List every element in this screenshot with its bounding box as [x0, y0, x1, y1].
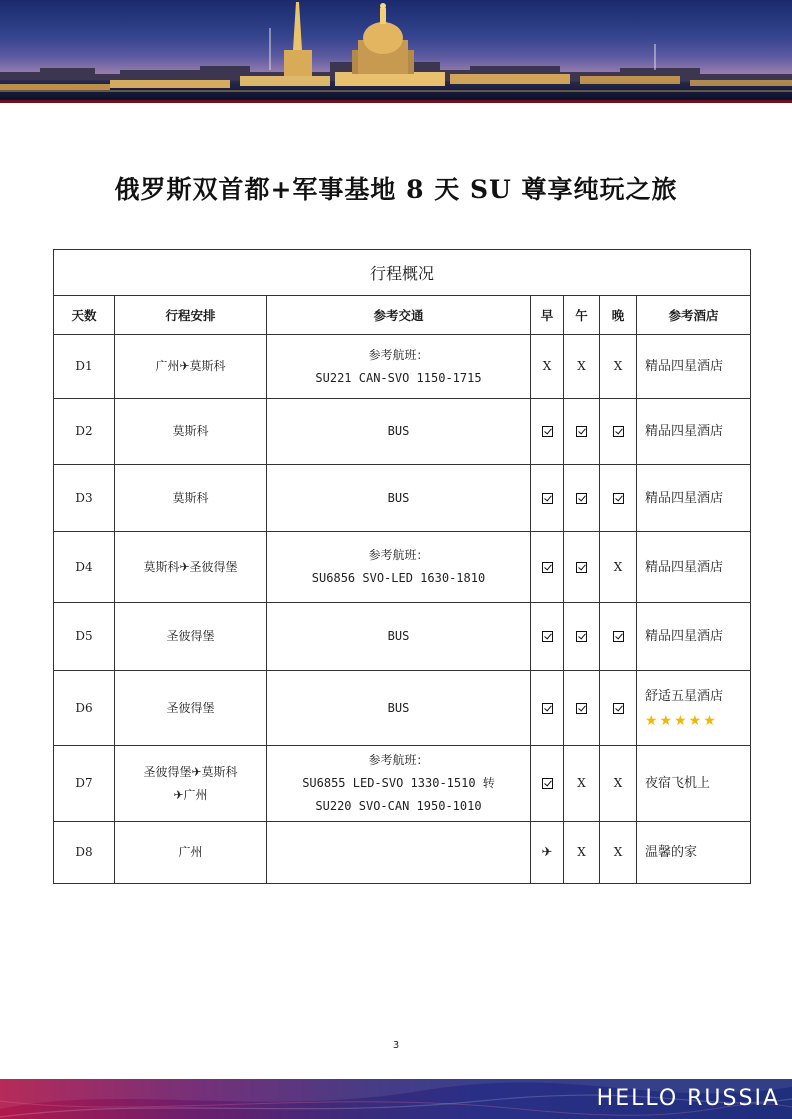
checkbox-checked-icon	[542, 562, 553, 573]
col-header-hotel: 参考酒店	[637, 296, 751, 335]
col-header-lunch: 午	[564, 296, 600, 335]
lunch-cell	[564, 603, 600, 671]
table-header-row	[54, 296, 751, 335]
lunch-cell: X	[564, 746, 600, 822]
table-row	[54, 746, 751, 822]
transport-cell	[267, 465, 531, 532]
flight-label: 参考航班：	[368, 753, 429, 767]
hotel-cell	[637, 532, 751, 603]
hotel-name: 精品四星酒店	[645, 424, 724, 439]
transport-cell	[267, 746, 531, 822]
transport-cell	[267, 671, 531, 746]
col-header-transport: 参考交通	[267, 296, 531, 335]
hotel-name: 精品四星酒店	[645, 559, 724, 575]
hotel-cell	[637, 399, 751, 465]
lunch-cell	[564, 671, 600, 746]
checkbox-checked-icon	[542, 778, 553, 789]
star-rating-icon: ★★★★★	[645, 712, 718, 729]
page-number: 3	[392, 1040, 400, 1051]
city-skyline-illustration	[0, 0, 792, 103]
checkbox-checked-icon	[576, 631, 587, 642]
dinner-cell: X	[600, 532, 637, 603]
day-cell: D7	[54, 746, 115, 822]
route-line: 圣彼得堡	[166, 629, 215, 643]
checkbox-checked-icon	[576, 562, 587, 573]
transport-line: SU221 CAN-SVO 1150-1715	[315, 370, 482, 385]
table-row	[54, 399, 751, 465]
route-cell	[115, 603, 267, 671]
table-row	[54, 465, 751, 532]
route-cell	[115, 399, 267, 465]
checkbox-checked-icon	[576, 493, 587, 504]
route-line: 圣彼得堡	[166, 700, 215, 715]
route-cell	[115, 671, 267, 746]
breakfast-cell	[531, 465, 564, 532]
lunch-cell: X	[564, 822, 600, 884]
lunch-cell	[564, 399, 600, 465]
checkbox-checked-icon	[542, 703, 553, 714]
breakfast-cell	[531, 822, 564, 884]
hotel-name: 舒适五星酒店	[645, 688, 724, 704]
col-header-day: 天数	[54, 296, 115, 335]
col-header-route: 行程安排	[115, 296, 267, 335]
route-line: 广州	[178, 845, 203, 859]
table-row	[54, 671, 751, 746]
itinerary-table	[53, 249, 751, 884]
dinner-cell	[600, 465, 637, 532]
table-body	[54, 335, 751, 884]
hotel-name: 精品四星酒店	[645, 359, 724, 374]
hotel-name: 精品四星酒店	[645, 490, 724, 506]
flight-label: 参考航班：	[368, 548, 429, 562]
breakfast-cell	[531, 671, 564, 746]
transport-line: SU6855 LED-SVO 1330-1510 转	[302, 776, 495, 790]
banner-stripe	[0, 100, 792, 103]
lunch-cell	[564, 532, 600, 603]
transport-line: SU6856 SVO-LED 1630-1810	[311, 571, 486, 585]
route-line: ✈广州	[173, 787, 208, 802]
table-row	[54, 335, 751, 399]
day-cell: D2	[54, 399, 115, 465]
hotel-cell	[637, 335, 751, 399]
checkbox-checked-icon	[576, 703, 587, 714]
breakfast-cell	[531, 399, 564, 465]
route-cell	[115, 746, 267, 822]
hotel-cell	[637, 746, 751, 822]
checkbox-checked-icon	[542, 631, 553, 642]
day-cell: D1	[54, 335, 115, 399]
dinner-cell	[600, 671, 637, 746]
breakfast-cell	[531, 746, 564, 822]
checkbox-checked-icon	[613, 631, 624, 642]
checkbox-checked-icon	[613, 426, 624, 437]
hotel-name: 夜宿飞机上	[645, 776, 711, 791]
table-row	[54, 603, 751, 671]
checkbox-checked-icon	[542, 426, 553, 437]
day-cell: D3	[54, 465, 115, 532]
table-caption: 行程概况	[54, 250, 751, 296]
header-banner-image	[0, 0, 792, 103]
transport-cell	[267, 822, 531, 884]
transport-line: BUS	[387, 629, 410, 643]
hotel-cell	[637, 465, 751, 532]
dinner-cell: X	[600, 335, 637, 399]
route-line: 莫斯科	[172, 490, 209, 505]
hotel-name: 温馨的家	[645, 845, 698, 860]
transport-line: BUS	[387, 490, 410, 505]
col-header-breakfast: 早	[531, 296, 564, 335]
dinner-cell: X	[600, 746, 637, 822]
table-row	[54, 822, 751, 884]
flight-label: 参考航班：	[368, 347, 429, 362]
day-cell: D8	[54, 822, 115, 884]
airplane-icon: ✈	[541, 845, 553, 860]
dinner-cell	[600, 399, 637, 465]
route-cell	[115, 335, 267, 399]
col-header-dinner: 晚	[600, 296, 637, 335]
table-row	[54, 532, 751, 603]
route-cell	[115, 532, 267, 603]
hotel-cell	[637, 671, 751, 746]
route-line: 莫斯科✈圣彼得堡	[143, 559, 238, 574]
hotel-cell	[637, 603, 751, 671]
transport-cell	[267, 603, 531, 671]
day-cell: D5	[54, 603, 115, 671]
dinner-cell	[600, 603, 637, 671]
transport-cell	[267, 335, 531, 399]
hotel-cell	[637, 822, 751, 884]
transport-line: SU220 SVO-CAN 1950-1010	[315, 799, 482, 813]
checkbox-checked-icon	[613, 703, 624, 714]
checkbox-checked-icon	[576, 426, 587, 437]
lunch-cell: X	[564, 335, 600, 399]
footer-banner	[0, 1079, 792, 1119]
footer-brand-text: HELLO RUSSIA	[596, 1086, 780, 1111]
route-cell	[115, 465, 267, 532]
page-title: 俄罗斯双首都+军事基地 8 天 SU 尊享纯玩之旅	[114, 175, 678, 204]
route-line: 圣彼得堡✈莫斯科	[143, 764, 238, 779]
hotel-name: 精品四星酒店	[645, 629, 724, 644]
lunch-cell	[564, 465, 600, 532]
transport-line: BUS	[387, 424, 410, 438]
route-line: 广州✈莫斯科	[155, 359, 226, 373]
dinner-cell: X	[600, 822, 637, 884]
route-cell	[115, 822, 267, 884]
checkbox-checked-icon	[613, 493, 624, 504]
route-line: 莫斯科	[172, 424, 209, 438]
transport-cell	[267, 399, 531, 465]
transport-cell	[267, 532, 531, 603]
checkbox-checked-icon	[542, 493, 553, 504]
transport-line: BUS	[387, 700, 410, 715]
day-cell: D6	[54, 671, 115, 746]
breakfast-cell	[531, 603, 564, 671]
breakfast-cell: X	[531, 335, 564, 399]
breakfast-cell	[531, 532, 564, 603]
day-cell: D4	[54, 532, 115, 603]
